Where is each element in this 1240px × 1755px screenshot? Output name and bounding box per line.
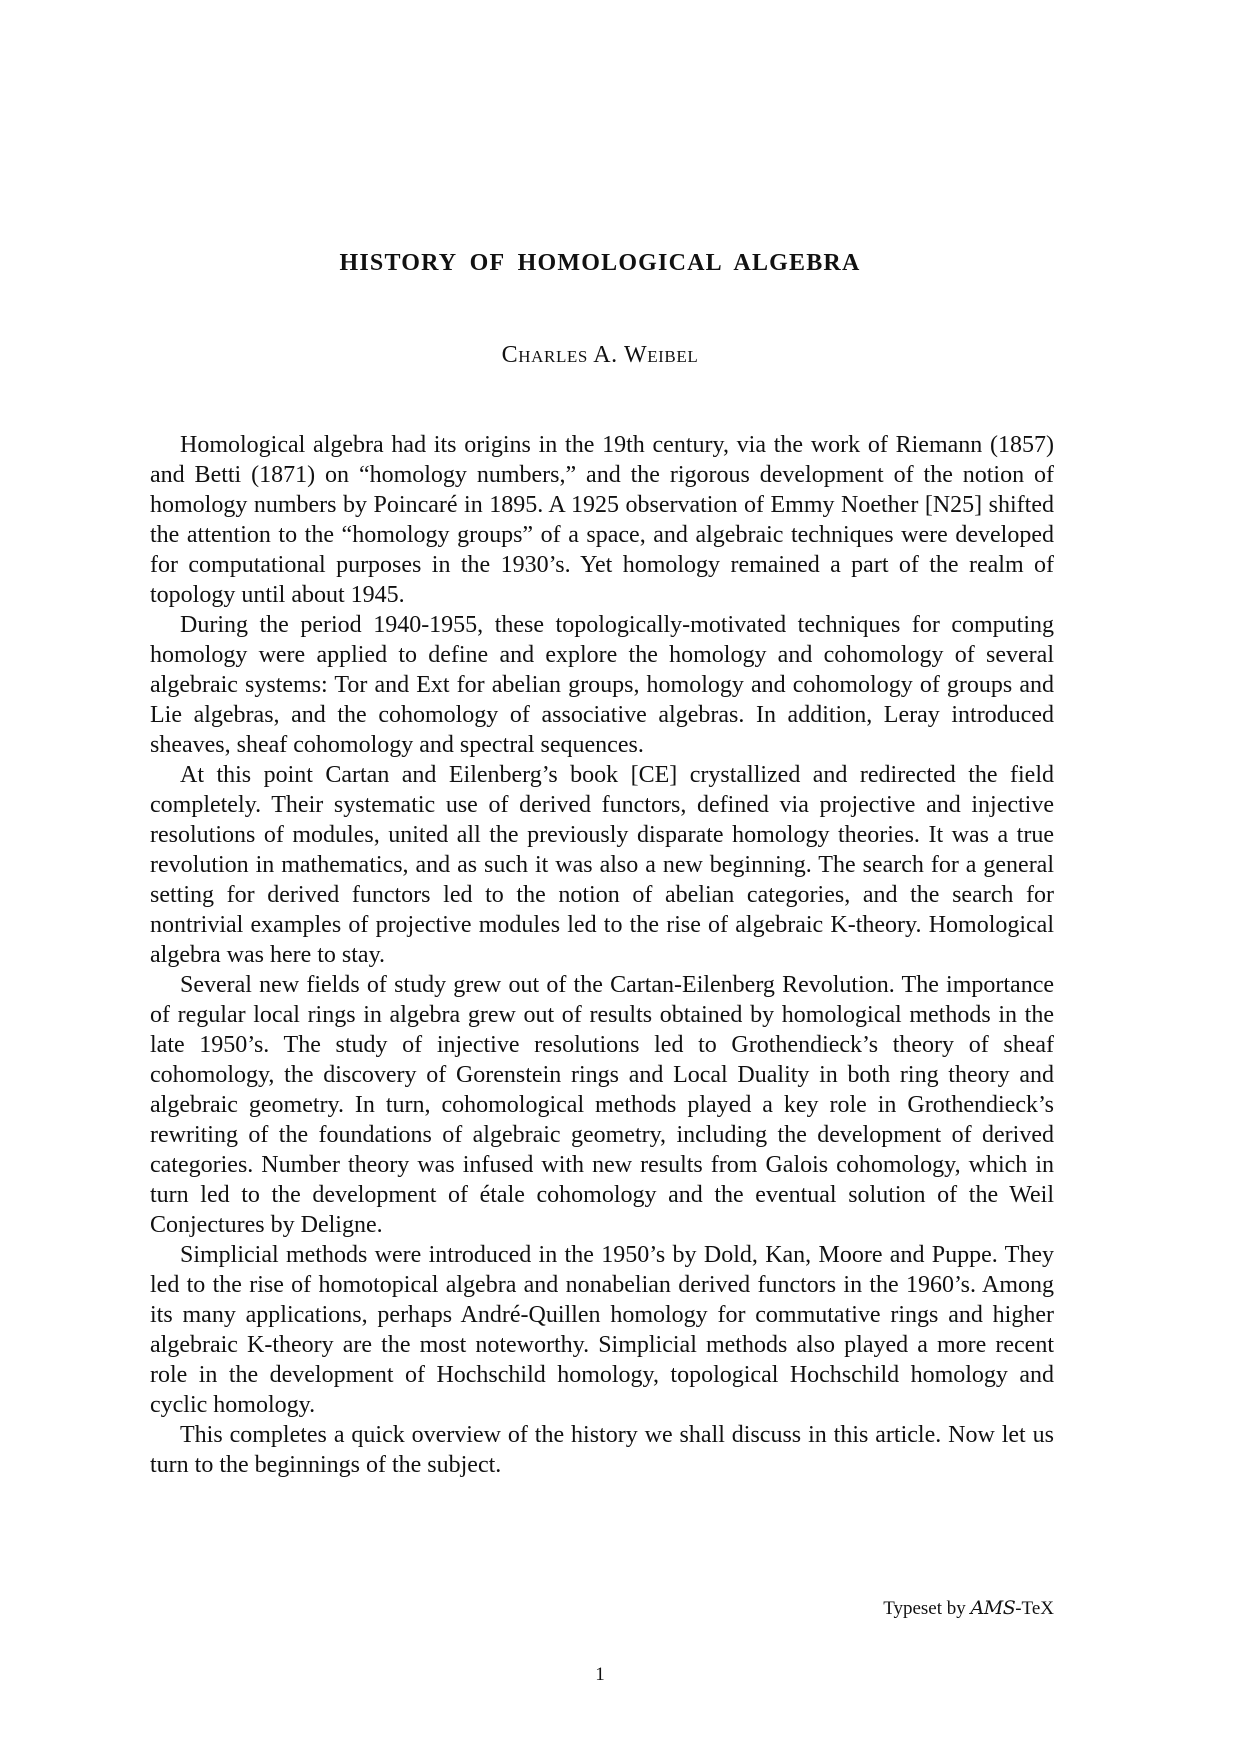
paragraph-4: Several new fields of study grew out of the Cartan-Eilenberg Revolution. The importance of regular local rings in algebra grew out of results obtained by homological methods in the late 1950’s. The study of injective resolutions led to Grothendieck’s theory of sheaf cohomology, the discovery of Gorenstein rings and Local Duality in both ring theory and algebraic geometry. In turn, cohomological methods played a key role in Grothendieck’s rewriting of the foundations of algebraic geometry, including the development of derived categories. Number theory was infused with new results from Galois cohomology, which in turn led to the development of étale cohomology and the eventual solution of the Weil Conjectures by Deligne. <box>150 972 1054 1238</box>
paragraph-1: Homological algebra had its origins in the 19th century, via the work of Riemann (1857) and Betti (1871) on “homology numbers,” and the rigorous development of the notion of homology numbers by Poincaré in 1895. A 1925 observation of Emmy Noether [N25] shifted the attention to the “homology groups” of a space, and algebraic techniques were developed for computational purposes in the 1930’s. Yet homology remained a part of the realm of topology until about 1945. <box>150 432 1054 608</box>
tex-logo: -TeX <box>1015 1598 1054 1619</box>
paragraph-2: During the period 1940-1955, these topologically-motivated techniques for computing homology were applied to define and explore the homology and cohomology of several algebraic systems: Tor and Ext for abelian groups, homology and cohomology of groups and Lie algebras, and the cohomology of associative algebras. In addition, Leray introduced sheaves, sheaf cohomology and spectral sequences. <box>150 612 1054 758</box>
typeset-note <box>883 1597 1054 1620</box>
paragraph-3: At this point Cartan and Eilenberg’s book [CE] crystallized and redirected the field completely. Their systematic use of derived functors, defined via projective and injective resolutions of modules, united all the previously disparate homology theories. It was a true revolution in mathematics, and as such it was also a new beginning. The search for a general setting for derived functors led to the notion of abelian categories, and the search for nontrivial examples of projective modules led to the rise of algebraic K-theory. Homological algebra was here to stay. <box>150 762 1054 968</box>
paper-body <box>150 430 1054 1480</box>
paragraph-5: Simplicial methods were introduced in the 1950’s by Dold, Kan, Moore and Puppe. They led to the rise of homotopical algebra and nonabelian derived functors in the 1960’s. Among its many applications, perhaps André-Quillen homology for commutative rings and higher algebraic K-theory are the most noteworthy. Simplicial methods also played a more recent role in the development of Hochschild homology, topological Hochschild homology and cyclic homology. <box>150 1242 1054 1418</box>
typeset-prefix: Typeset by <box>883 1598 966 1619</box>
author-name: Charles A. Weibel <box>501 342 699 368</box>
paper-title: HISTORY OF HOMOLOGICAL ALGEBRA <box>339 250 861 276</box>
page-number: 1 <box>595 1664 605 1685</box>
ams-logo: AMS <box>970 1597 1016 1619</box>
paragraph-6: This completes a quick overview of the history we shall discuss in this article. Now let us turn to the beginnings of the subject. <box>150 1422 1054 1478</box>
